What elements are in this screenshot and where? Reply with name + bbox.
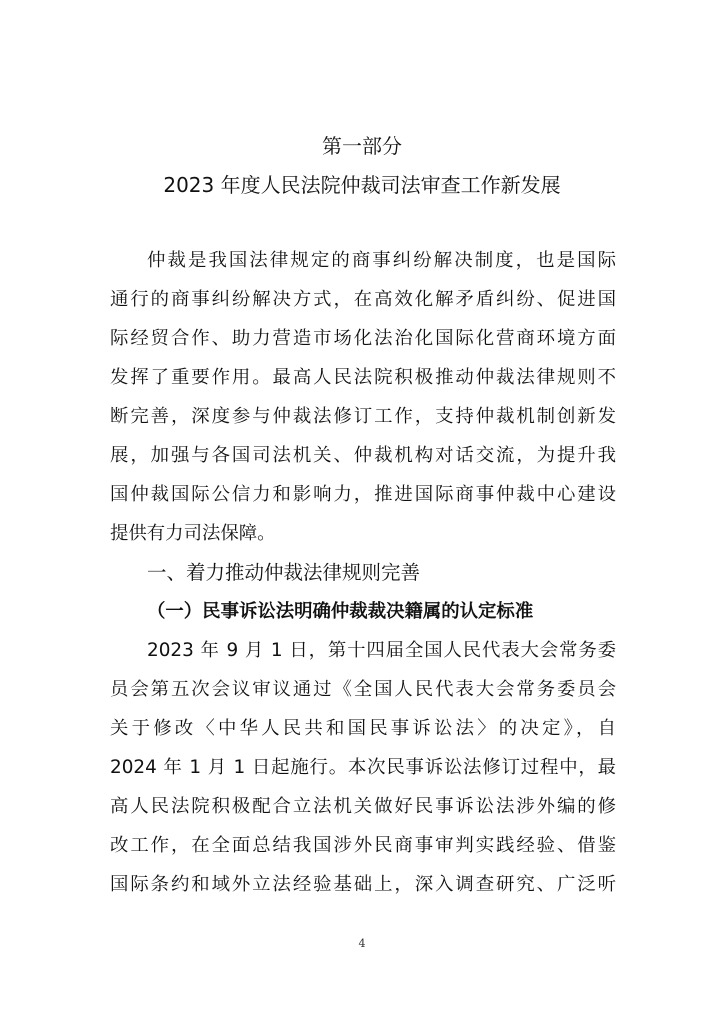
- body-line: 关于修改〈中华人民共和国民事诉讼法〉的决定》，自: [110, 718, 616, 739]
- intro-line: 国仲裁国际公信力和影响力，推进国际商事仲裁中心建设: [110, 484, 616, 505]
- intro-line: 展，加强与各国司法机关、仲裁机构对话交流，为提升我: [110, 445, 616, 466]
- section-heading: 一、着力推动仲裁法律规则完善: [147, 561, 421, 584]
- intro-line: 断完善，深度参与仲裁法修订工作，支持仲裁机制创新发: [110, 406, 616, 427]
- intro-line: 仲裁是我国法律规定的商事纠纷解决制度，也是国际: [147, 250, 616, 271]
- body-line: 改工作，在全面总结我国涉外民商事审判实践经验、借鉴: [110, 835, 616, 856]
- subsection-heading: （一）民事诉讼法明确仲裁裁决籍属的认定标准: [147, 601, 534, 622]
- body-line: 员会第五次会议审议通过《全国人民代表大会常务委员会: [110, 679, 616, 700]
- intro-line: 发挥了重要作用。最高人民法院积极推动仲裁法律规则不: [110, 367, 616, 388]
- body-line: 2023 年 9 月 1 日，第十四届全国人民代表大会常务委: [147, 640, 616, 661]
- body-line: 高人民法院积极配合立法机关做好民事诉讼法涉外编的修: [110, 796, 616, 817]
- intro-line: 提供有力司法保障。: [110, 523, 276, 544]
- part-label: 第一部分: [322, 134, 402, 158]
- intro-line: 通行的商事纠纷解决方式，在高效化解矛盾纠纷、促进国: [110, 289, 616, 310]
- intro-line: 际经贸合作、助力营造市场化法治化国际化营商环境方面: [110, 328, 616, 349]
- body-line: 国际条约和域外立法经验基础上，深入调查研究、广泛听: [110, 874, 616, 895]
- body-line: 2024 年 1 月 1 日起施行。本次民事诉讼法修订过程中，最: [110, 757, 616, 778]
- page-number: 4: [358, 937, 366, 950]
- part-title: 2023 年度人民法院仲裁司法审查工作新发展: [163, 173, 561, 197]
